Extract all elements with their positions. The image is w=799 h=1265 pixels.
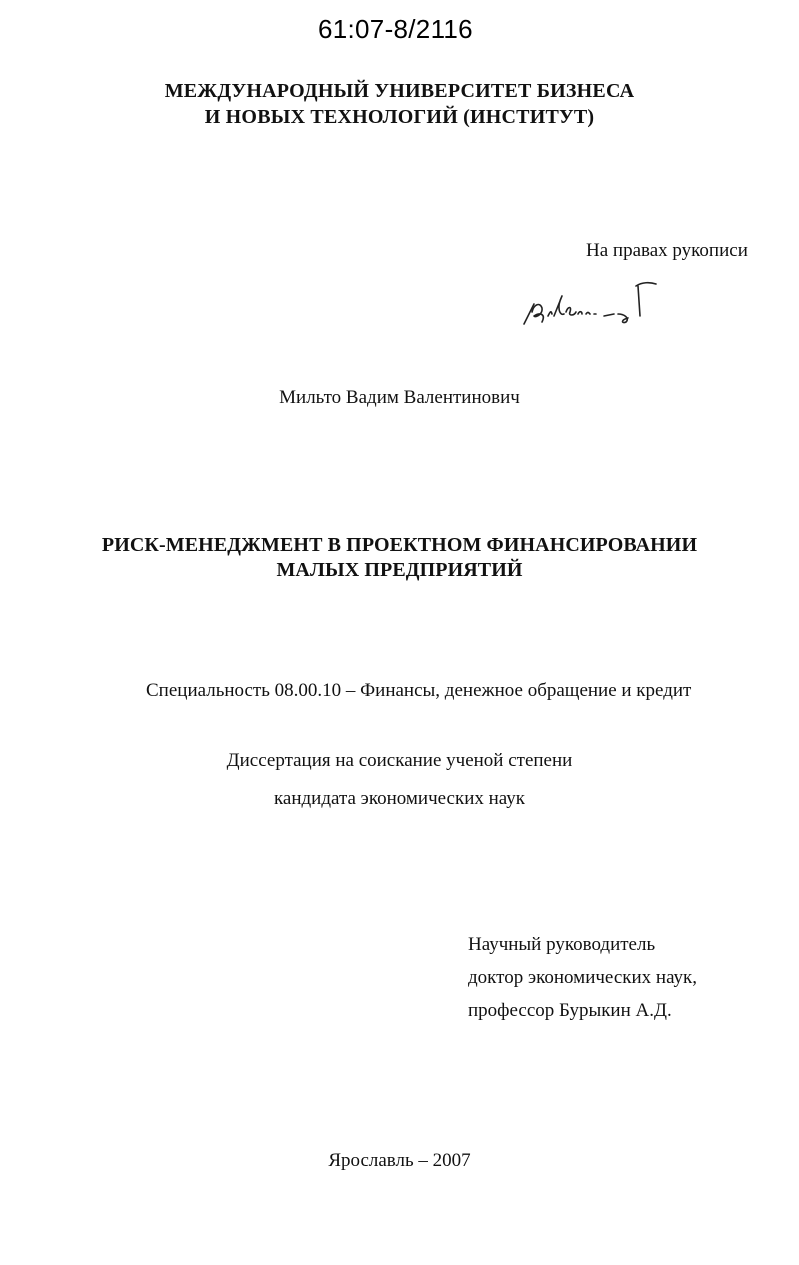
institution-line-1: МЕЖДУНАРОДНЫЙ УНИВЕРСИТЕТ БИЗНЕСА (164, 80, 635, 102)
signature-icon (518, 272, 678, 334)
city-year: Ярославль – 2007 (328, 1150, 471, 1171)
manuscript-rights-label: На правах рукописи (586, 240, 748, 261)
institution-line-2: И НОВЫХ ТЕХНОЛОГИЙ (ИНСТИТУТ) (204, 106, 595, 128)
author-name: Мильто Вадим Валентинович (279, 387, 520, 408)
institution-name (0, 78, 799, 130)
supervisor-block (468, 928, 697, 1027)
archive-stamp-code: 61:07-8/2116 (318, 14, 473, 44)
supervisor-line-3: профессор Бурыкин А.Д. (468, 1000, 672, 1021)
degree-line-2: кандидата экономических наук (273, 788, 526, 809)
specialty-line: Специальность 08.00.10 – Финансы, денежное обращение и кредит (146, 680, 692, 701)
thesis-title-line-2: МАЛЫХ ПРЕДПРИЯТИЙ (276, 559, 523, 581)
supervisor-line-2: доктор экономических наук, (468, 967, 698, 988)
supervisor-line-1: Научный руководитель (468, 934, 656, 955)
degree-statement (0, 742, 799, 818)
thesis-title (0, 533, 799, 583)
degree-line-1: Диссертация на соискание ученой степени (226, 750, 573, 771)
thesis-title-line-1: РИСК-МЕНЕДЖМЕНТ В ПРОЕКТНОМ ФИНАНСИРОВАНИИ (101, 534, 698, 556)
